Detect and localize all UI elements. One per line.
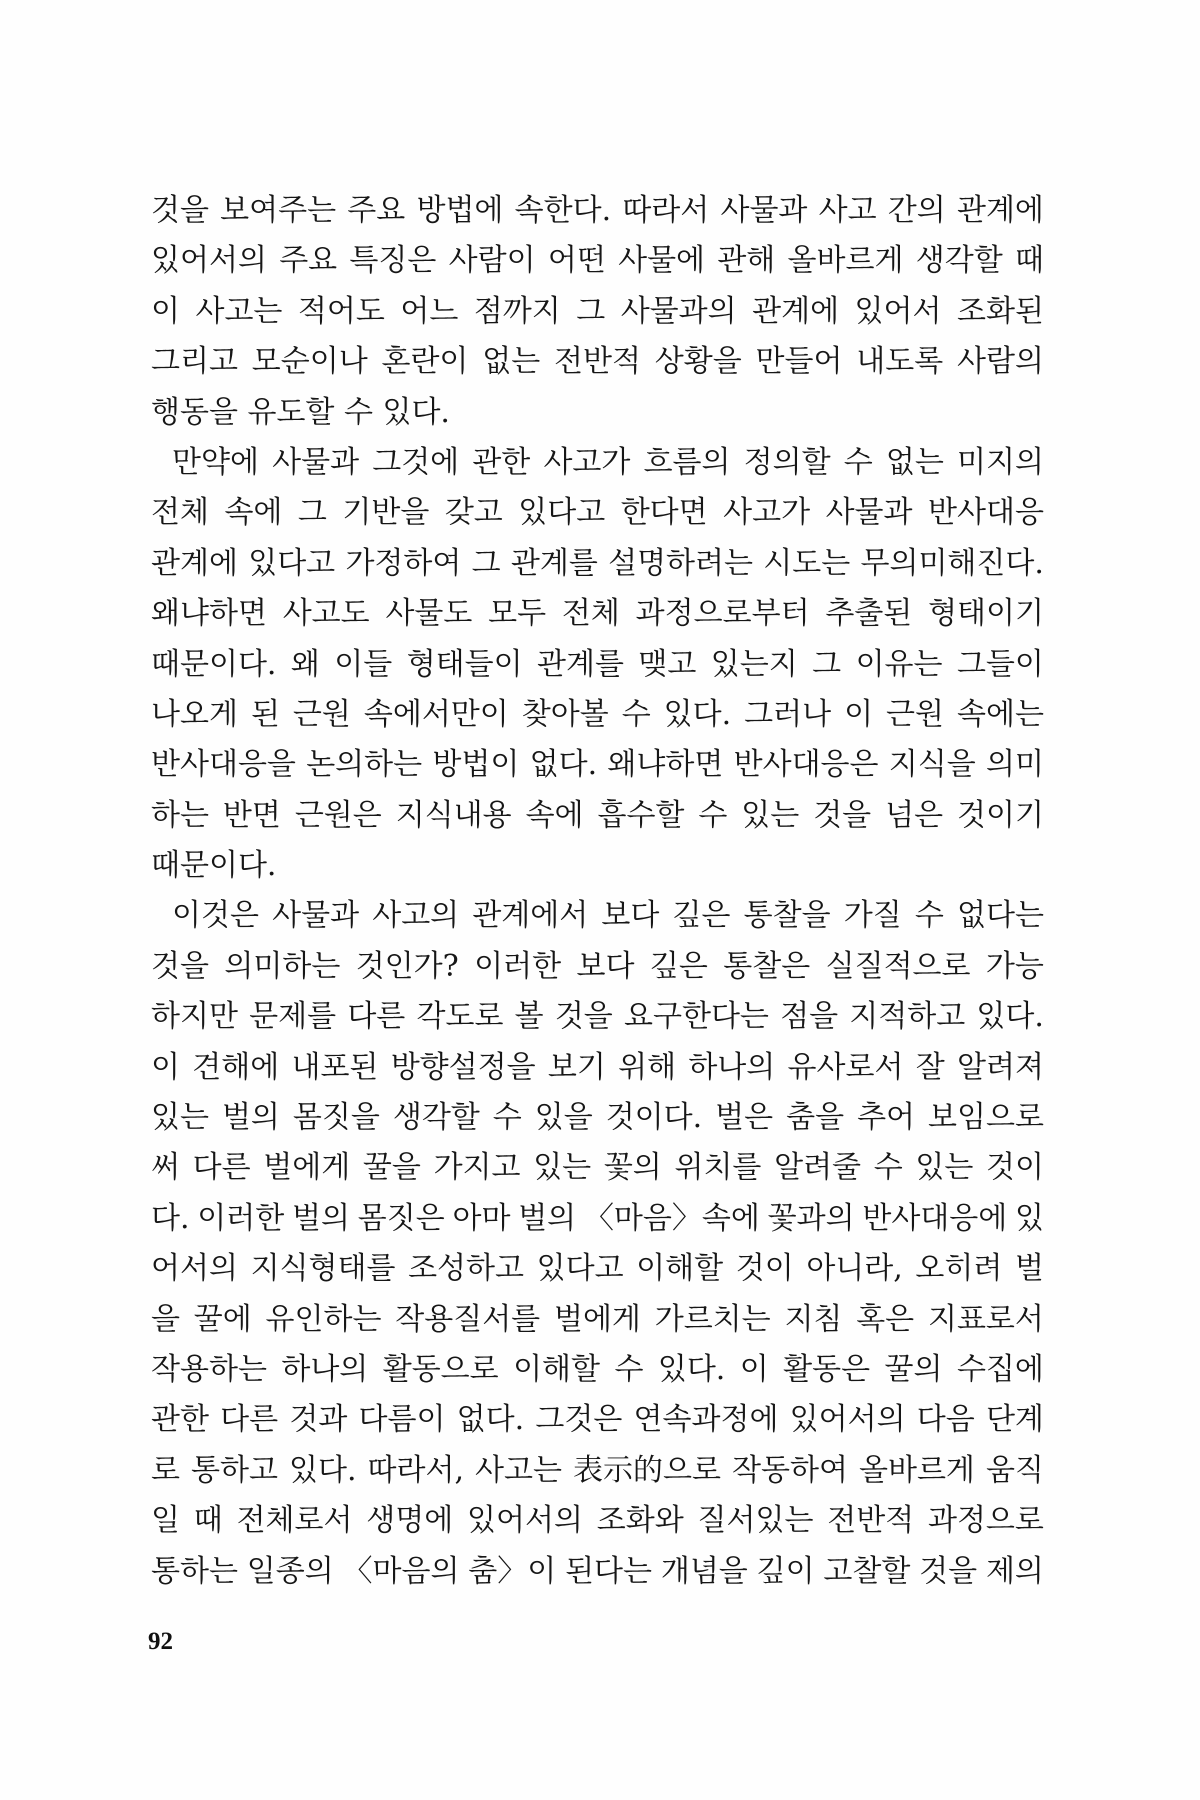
- text-line: 어서의 지식형태를 조성하고 있다고 이해할 것이 아니라, 오히려 벌: [151, 1251, 1044, 1287]
- text-line: 그리고 모순이나 혼란이 없는 전반적 상황을 만들어 내도록 사람의: [151, 344, 1044, 380]
- text-line: 써 다른 벌에게 꿀을 가지고 있는 꽃의 위치를 알려줄 수 있는 것이: [151, 1150, 1044, 1186]
- text-line: 하지만 문제를 다른 각도로 볼 것을 요구한다는 점을 지적하고 있다.: [151, 999, 1044, 1035]
- text-line: 행동을 유도할 수 있다.: [151, 394, 450, 430]
- text-line: 관한 다른 것과 다름이 없다. 그것은 연속과정에 있어서의 다음 단계: [151, 1402, 1044, 1438]
- text-line: 관계에 있다고 가정하여 그 관계를 설명하려는 시도는 무의미해진다.: [151, 545, 1044, 581]
- text-line: 있어서의 주요 특징은 사람이 어떤 사물에 관해 올바르게 생각할 때: [151, 243, 1044, 279]
- text-line: 왜냐하면 사고도 사물도 모두 전체 과정으로부터 추출된 형태이기: [151, 596, 1044, 632]
- text-line: 통하는 일종의 〈마음의 춤〉이 된다는 개념을 깊이 고찰할 것을 제의: [151, 1553, 1044, 1589]
- text-line: 때문이다. 왜 이들 형태들이 관계를 맺고 있는지 그 이유는 그들이: [151, 646, 1044, 682]
- text-line: 다. 이러한 벌의 몸짓은 아마 벌의 〈마음〉속에 꽃과의 반사대응에 있: [151, 1200, 1044, 1236]
- text-line: 일 때 전체로서 생명에 있어서의 조화와 질서있는 전반적 과정으로: [151, 1503, 1044, 1539]
- text-line: 있는 벌의 몸짓을 생각할 수 있을 것이다. 벌은 춤을 추어 보임으로: [151, 1100, 1044, 1136]
- text-line: 반사대응을 논의하는 방법이 없다. 왜냐하면 반사대응은 지식을 의미: [151, 747, 1044, 783]
- body-text: [151, 186, 1044, 1597]
- text-line: 작용하는 하나의 활동으로 이해할 수 있다. 이 활동은 꿀의 수집에: [151, 1351, 1044, 1387]
- text-line: 로 통하고 있다. 따라서, 사고는 表示的으로 작동하여 올바르게 움직: [151, 1452, 1044, 1488]
- text-line: 만약에 사물과 그것에 관한 사고가 흐름의 정의할 수 없는 미지의: [172, 444, 1044, 480]
- text-line: 이 견해에 내포된 방향설정을 보기 위해 하나의 유사로서 잘 알려져: [151, 1049, 1044, 1085]
- text-line: 것을 보여주는 주요 방법에 속한다. 따라서 사물과 사고 간의 관계에: [151, 193, 1044, 228]
- text-line: 것을 의미하는 것인가? 이러한 보다 깊은 통찰은 실질적으로 가능: [151, 948, 1044, 984]
- text-line: 을 꿀에 유인하는 작용질서를 벌에게 가르치는 지침 혹은 지표로서: [151, 1301, 1044, 1337]
- text-line: 전체 속에 그 기반을 갖고 있다고 한다면 사고가 사물과 반사대응: [151, 495, 1044, 531]
- text-line: 때문이다.: [151, 848, 277, 884]
- page-number: 92: [148, 1628, 173, 1655]
- text-line: 하는 반면 근원은 지식내용 속에 흡수할 수 있는 것을 넘은 것이기: [151, 797, 1044, 833]
- text-line: 나오게 된 근원 속에서만이 찾아볼 수 있다. 그러나 이 근원 속에는: [151, 696, 1044, 732]
- text-line: 이 사고는 적어도 어느 점까지 그 사물과의 관계에 있어서 조화된: [151, 293, 1044, 329]
- text-line: 이것은 사물과 사고의 관계에서 보다 깊은 통찰을 가질 수 없다는: [172, 898, 1044, 934]
